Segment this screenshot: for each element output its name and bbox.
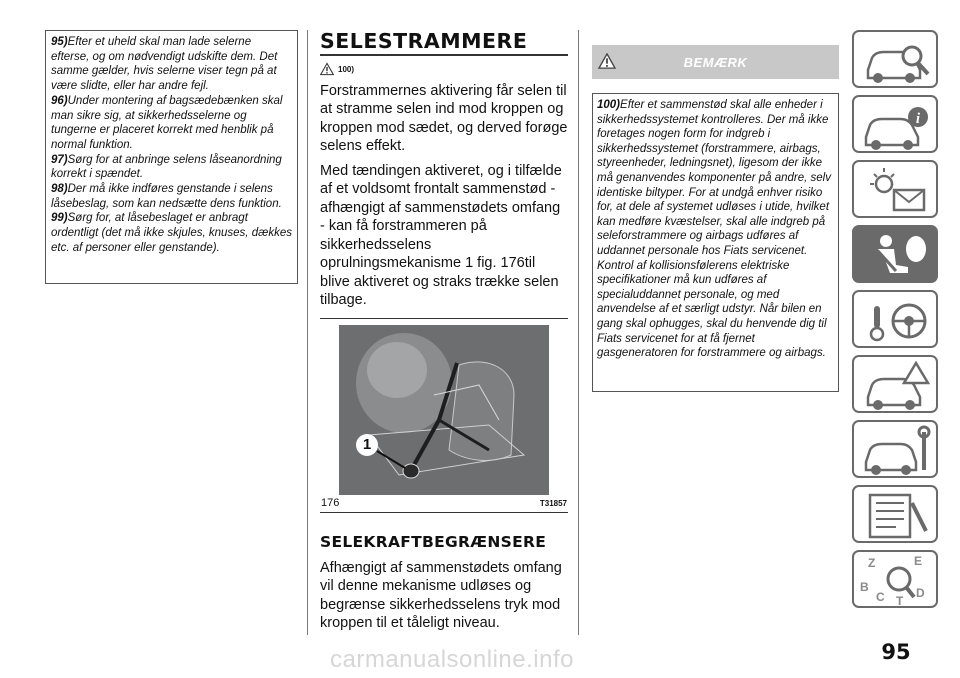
notice-number: 100) — [597, 99, 621, 111]
car-info-icon — [854, 97, 940, 155]
section-title-selestrammere: SELESTRAMMERE — [320, 29, 528, 53]
figure-caption — [320, 497, 568, 509]
warning-reference[interactable] — [320, 60, 568, 80]
column-divider — [578, 30, 579, 635]
paragraph: Afhængigt af sammenstødets omfang vil denne mekanisme udløses og begrænse sikkerhedsselens tryk mod kroppen til et tåleligt niveau. — [320, 559, 562, 631]
notice-header — [592, 45, 839, 79]
index-letter: E — [914, 554, 923, 568]
index-letter: C — [876, 590, 885, 604]
tab-service[interactable] — [852, 420, 938, 478]
tab-car-search[interactable] — [852, 30, 938, 88]
figure-top-rule — [320, 318, 568, 319]
figure-bottom-rule — [320, 512, 568, 513]
note-98: 98)Der må ikke indføres genstande i selens låsebeslag, som kan nedsætte dens funktion. — [51, 183, 282, 210]
car-service-wrench-icon — [854, 422, 940, 480]
watermark: carmanualsonline.info — [330, 646, 574, 673]
title-rule — [320, 54, 568, 56]
notice-body — [592, 93, 839, 392]
tab-key-steering[interactable] — [852, 290, 938, 348]
seat-pretensioner-drawing — [339, 325, 549, 495]
key-steering-wheel-icon — [854, 292, 940, 350]
tab-emergency[interactable] — [852, 355, 938, 413]
tab-index[interactable] — [852, 550, 938, 608]
figure-code: T31857 — [539, 498, 567, 508]
notice-title: BEMÆRK — [683, 55, 748, 70]
car-search-icon — [854, 32, 940, 90]
section1-body — [320, 82, 568, 310]
chapter-tabs — [852, 30, 938, 615]
warning-ref-number: 100) — [338, 64, 355, 74]
page-number: 95 — [881, 640, 911, 664]
seatbelt-pretensioner-illustration — [339, 325, 549, 495]
note-95: 95)Efter et uheld skal man lade selerne efterse, og om nødvendigt udskifte dem. Det samme gælder, hvis selerne viser tegn på at være slidte, eller har andre fejl. — [51, 36, 278, 93]
index-letter: T — [896, 594, 904, 608]
note-96: 96)Under montering af bagsædebænken skal man sikre sig, at sikkerhedsselerne og tungerne er placeret korrekt med henblik på normal funktion. — [51, 94, 283, 151]
index-letter: D — [916, 586, 925, 600]
index-letter: B — [860, 580, 869, 594]
tab-car-info[interactable] — [852, 95, 938, 153]
seat-safety-icon — [854, 227, 940, 285]
warning-triangle-car-icon — [854, 357, 940, 415]
notice-column — [592, 45, 839, 392]
column-divider — [307, 30, 308, 635]
warning-triangle-icon — [320, 62, 334, 76]
index-letter: Z — [868, 556, 876, 570]
notice-text: Efter et sammenstød skal alle enheder i sikkerhedssystemet kontrolleres. Der må ikke foretages nogen form for indgreb i sikkerhedssystemet (forstrammere, airbags, styreenheder, ledningsnet), ligesom der ikke må genanvendes komponenter på andre, selv identiske biltyper. For at undgå enhver risiko for, at dele af systemet udløses i utide, hvilket kan medføre kvæstelser, skal alle indgreb på seleforstrammere og airbags udføres af uddannet personale hos Fiats servicenet. Kontrol af kollisionsfølerens elektriske specifikationer må kun udføres af specialuddannet personale, og med anvendelse af et særligt udstyr. Når bilen en gang skal ophugges, skal du henvende dig til Fiats servicenet for at få fjernet gasgeneratoren for forstrammere og airbags. — [597, 99, 831, 360]
note-97: 97)Sørg for at anbringe selens låseanordning korrekt i spændet. — [51, 153, 282, 181]
tab-dashboard-lights[interactable] — [852, 160, 938, 218]
section-title-selekraftbegraensere: SELEKRAFTBEGRÆNSERE — [320, 532, 547, 551]
paragraph: Forstrammernes aktivering får selen til at stramme selen ind mod kroppen og kroppen mod sædet, og derved forøge selens effekt. — [320, 82, 568, 154]
note-99: 99)Sørg for, at låsebeslaget er anbragt ordentligt (det må ikke skjules, knuses, dækkes etc. af personer eller genstande). — [51, 212, 292, 254]
tab-specifications[interactable] — [852, 485, 938, 543]
figure-callout-1: 1 — [362, 435, 372, 453]
svg-text:i: i — [915, 111, 921, 127]
tab-safety[interactable] — [852, 225, 938, 283]
paragraph: Med tændingen aktiveret, og i tilfælde af et voldsomt frontalt sammenstød - afhængigt af sammenstødets omfang - kan få forstrammeren på sikkerhedsselens oprulningsmekanisme 1 fig. 176til blive aktiveret og straks trække selen tilbage. — [320, 162, 562, 308]
figure-number: 176 — [321, 496, 340, 509]
section2-body — [320, 559, 568, 633]
specifications-list-icon — [854, 487, 940, 545]
warning-notes-box — [45, 30, 298, 284]
dashboard-lights-icon — [854, 162, 940, 220]
main-column — [320, 30, 568, 639]
